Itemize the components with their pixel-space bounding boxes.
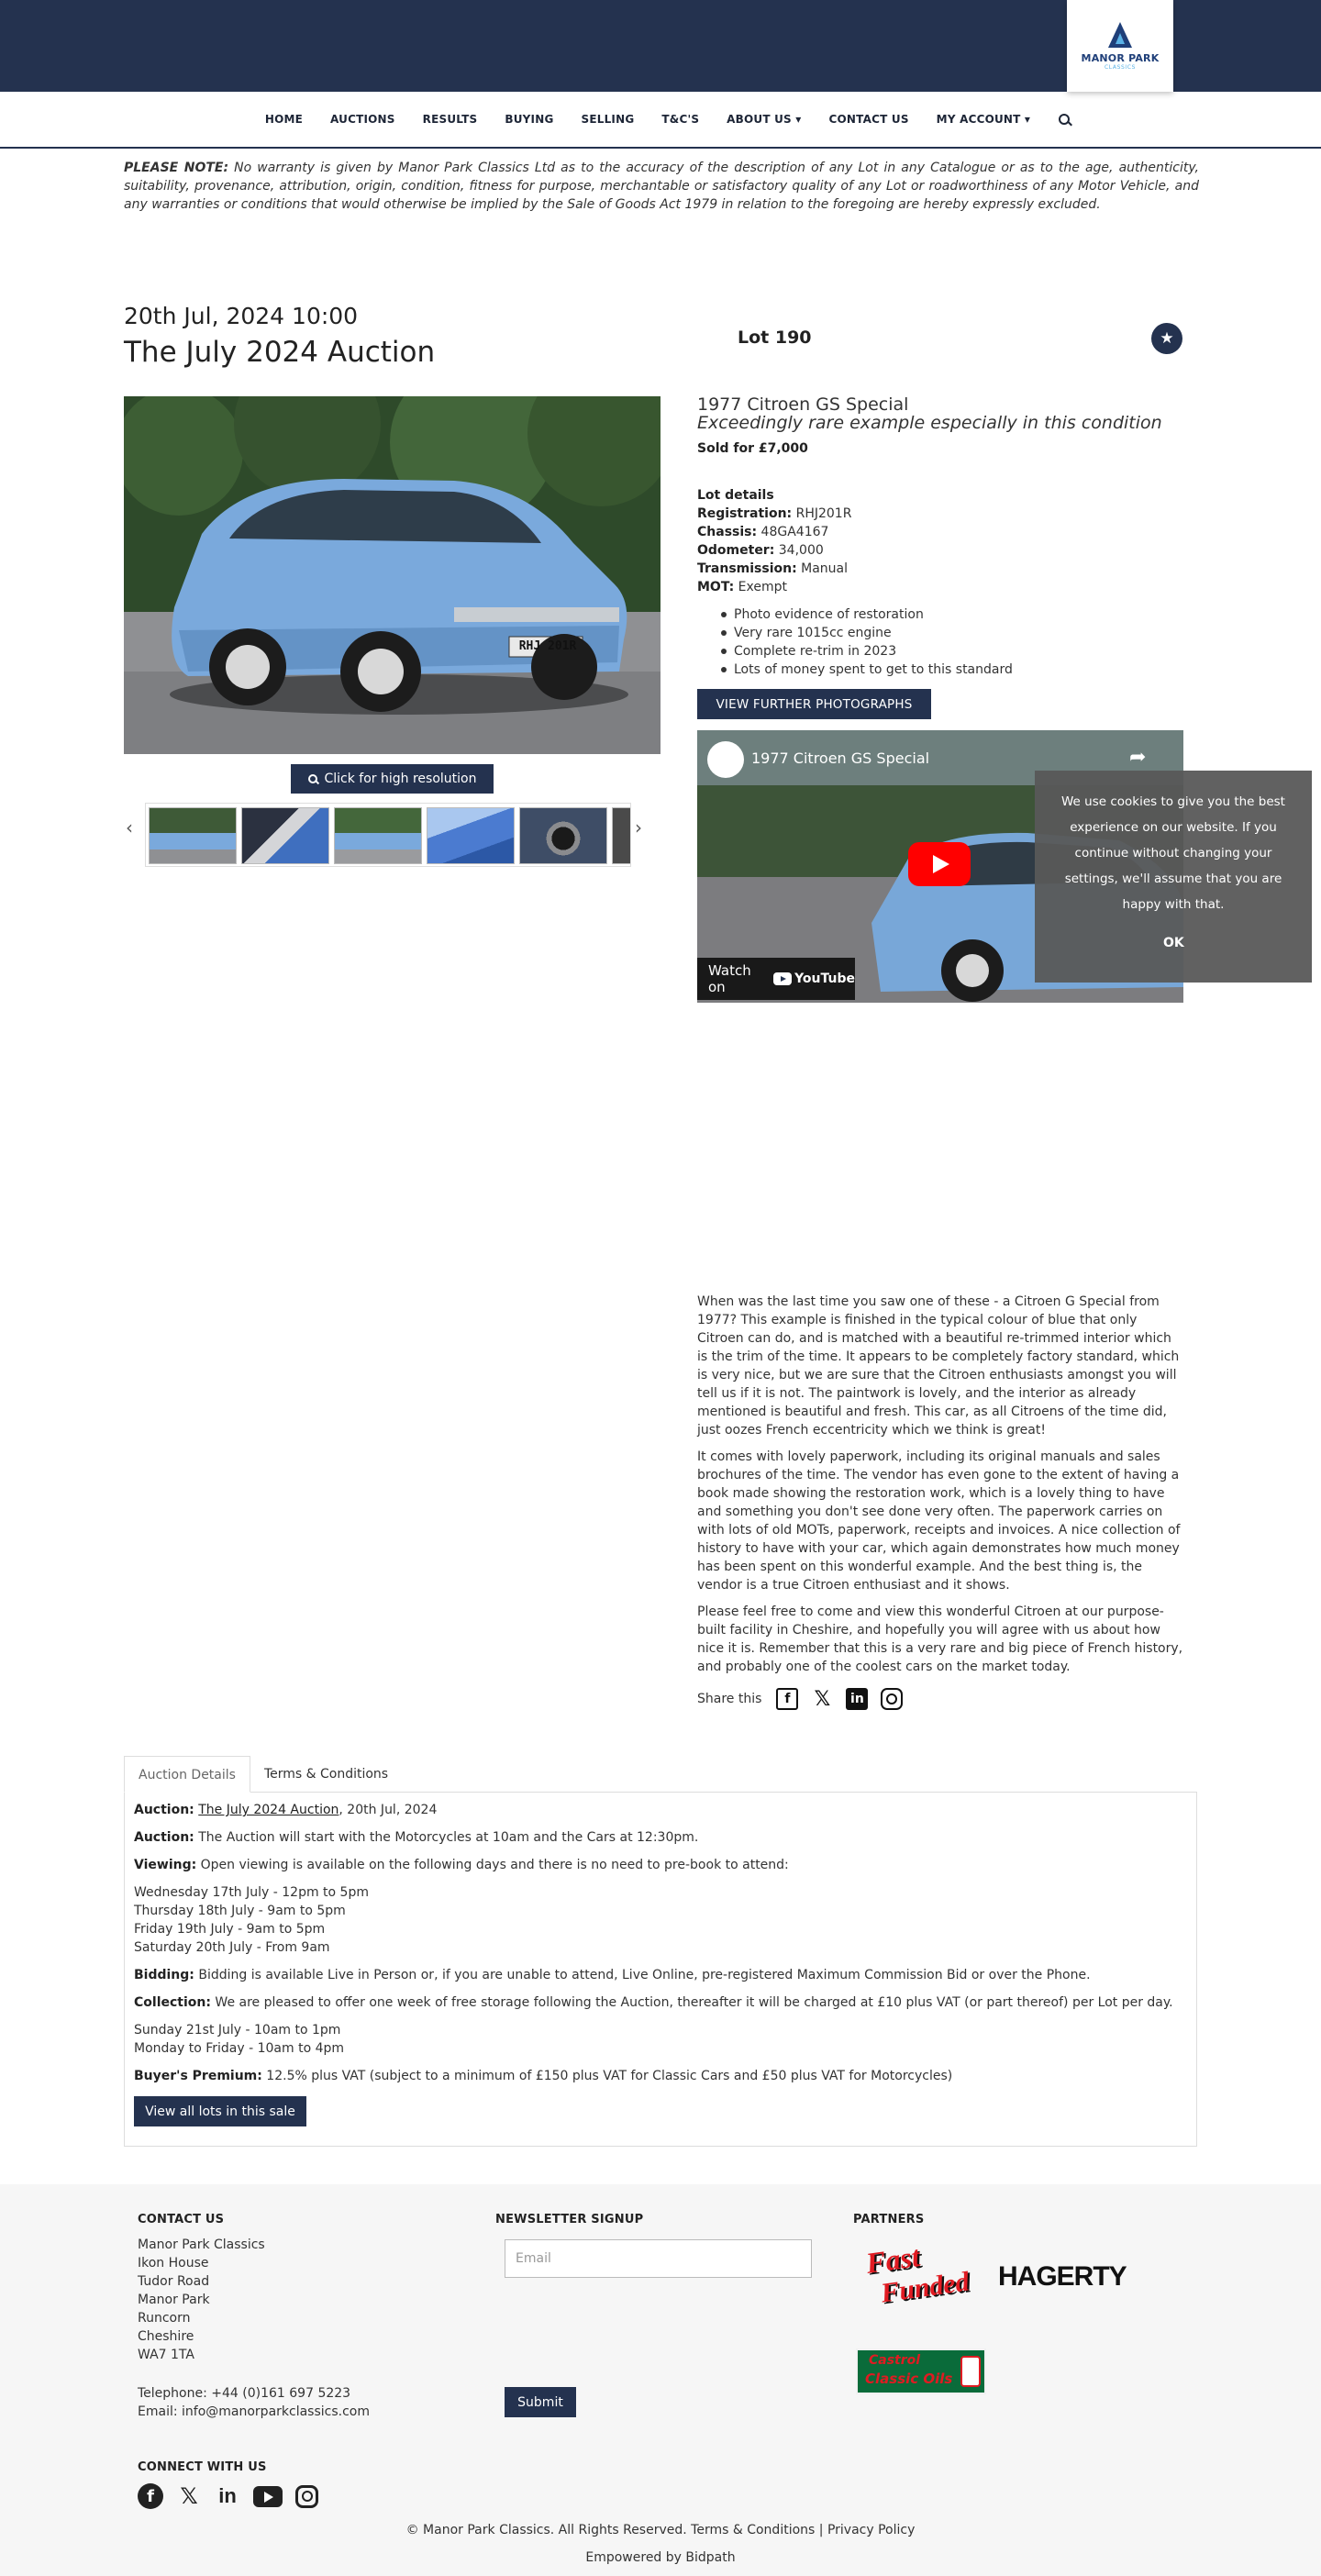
facebook-icon[interactable]: f	[138, 2483, 163, 2509]
footer-contact-heading: CONTACT US	[138, 2213, 225, 2226]
nav-terms[interactable]: T&C'S	[661, 113, 700, 126]
collection-days	[134, 2021, 1189, 2058]
thumbnail-2[interactable]	[241, 807, 329, 864]
number-plate: RHJ 201R	[518, 639, 577, 653]
youtube-icon[interactable]	[253, 2486, 283, 2507]
newsletter-submit-button[interactable]: Submit	[505, 2387, 576, 2417]
instagram-icon[interactable]	[295, 2485, 318, 2508]
detail-label: Odometer:	[697, 543, 775, 558]
auction-line	[134, 1801, 1189, 1819]
search-icon	[308, 774, 317, 783]
detail-label: MOT:	[697, 580, 735, 594]
auction-link[interactable]: The July 2024 Auction	[198, 1803, 339, 1817]
detail-value: Exempt	[734, 580, 787, 594]
cookie-banner	[1035, 771, 1312, 983]
watch-on-label: Watch on	[708, 962, 751, 995]
facebook-share-icon[interactable]: f	[776, 1688, 798, 1710]
watch-on-youtube-button[interactable]	[697, 958, 855, 1000]
feature-item: Photo evidence of restoration	[734, 605, 1013, 624]
field-label: Auction:	[134, 1803, 194, 1817]
notice-label: PLEASE NOTE:	[124, 161, 229, 175]
instagram-share-icon[interactable]	[881, 1688, 903, 1710]
cookie-ok-button[interactable]: OK	[1163, 936, 1184, 950]
linkedin-share-icon[interactable]: in	[846, 1688, 868, 1710]
fast-funded-logo[interactable]	[862, 2239, 983, 2313]
castrol-text: Castrol	[869, 2353, 921, 2368]
collection-day: Sunday 21st July - 10am to 1pm	[134, 2023, 341, 2037]
detail-mot	[697, 578, 851, 596]
search-icon[interactable]	[1059, 114, 1070, 125]
viewing-day: Wednesday 17th July - 12pm to 5pm	[134, 1885, 369, 1900]
viewing-line	[134, 1856, 1189, 1874]
footer-separator: |	[818, 2523, 824, 2537]
terms-link[interactable]: Terms & Conditions	[691, 2523, 816, 2537]
footer-social-links	[138, 2483, 318, 2509]
linkedin-icon[interactable]: in	[218, 2484, 237, 2507]
lot-description	[697, 1293, 1183, 1684]
footer-partners-heading: PARTNERS	[853, 2213, 925, 2226]
address-line: Manor Park	[138, 2293, 210, 2307]
x-share-icon[interactable]: 𝕏	[814, 1687, 831, 1711]
address-line: Cheshire	[138, 2329, 194, 2344]
thumbnail-4[interactable]	[427, 807, 515, 864]
lot-details-heading: Lot details	[697, 488, 774, 503]
play-button[interactable]	[908, 842, 971, 886]
field-label: Viewing:	[134, 1858, 197, 1872]
description-paragraph: It comes with lovely paperwork, including its original manuals and sales brochures of the time. The vendor has even gone to the extent of having a book made showing the restoration work, which is a lovely thing to have and something you don't see done very often. The paperwork carries on with lots of old MOTs, paperwork, receipts and invoices. A nice collection of history to have with your car, which again demonstrates how much money has been spent on this wonderful example. And the best thing is, the vendor is a true Citroen enthusiast and it shows.	[697, 1449, 1181, 1593]
high-resolution-label: Click for high resolution	[324, 772, 477, 786]
nav-contact-us[interactable]: CONTACT US	[828, 113, 909, 126]
address-line: Manor Park Classics	[138, 2237, 265, 2252]
auction-details-content	[134, 1801, 1189, 2094]
main-nav	[0, 92, 1321, 149]
detail-chassis	[697, 523, 851, 541]
hagerty-logo[interactable]: HAGERTY	[998, 2261, 1127, 2292]
thumbnail-next-arrow[interactable]: ›	[635, 816, 642, 838]
legal-notice	[124, 159, 1199, 214]
nav-my-account[interactable]: MY ACCOUNT ▾	[936, 113, 1031, 126]
address-line: Ikon House	[138, 2256, 209, 2271]
feature-item: Complete re-trim in 2023	[734, 642, 1013, 661]
lot-features-list	[734, 605, 1013, 679]
detail-label: Chassis:	[697, 525, 758, 539]
auction-start-line	[134, 1828, 1189, 1847]
nav-about-us[interactable]: ABOUT US ▾	[727, 113, 802, 126]
auction-title: The July 2024 Auction	[124, 336, 436, 369]
youtube-logo	[773, 972, 855, 986]
field-label: Auction:	[134, 1830, 194, 1845]
buyers-premium-line	[134, 2067, 1189, 2085]
viewing-day: Friday 19th July - 9am to 5pm	[134, 1922, 326, 1937]
field-label: Bidding:	[134, 1968, 194, 1982]
viewing-days	[134, 1883, 1189, 1957]
detail-label: Transmission:	[697, 561, 797, 576]
detail-value: 34,000	[774, 543, 824, 558]
footer-address	[138, 2236, 265, 2364]
detail-transmission	[697, 560, 851, 578]
field-value: The Auction will start with the Motorcycles at 10am and the Cars at 12:30pm.	[194, 1830, 699, 1845]
car-photo-illustration	[124, 396, 660, 754]
bidding-line	[134, 1966, 1189, 1984]
watch-lot-button[interactable]	[1151, 323, 1182, 354]
castrol-badge-icon	[960, 2356, 981, 2387]
feature-item: Very rare 1015cc engine	[734, 624, 1013, 642]
share-label: Share this	[697, 1692, 762, 1706]
youtube-play-icon	[773, 972, 792, 985]
footer-telephone[interactable]: Telephone: +44 (0)161 697 5223	[138, 2386, 351, 2401]
field-label: Buyer's Premium:	[134, 2069, 262, 2083]
castrol-classic-oils-text: Classic Oils	[865, 2371, 953, 2387]
footer-copyright	[0, 2523, 1321, 2537]
address-line: WA7 1TA	[138, 2348, 194, 2362]
channel-avatar[interactable]	[707, 741, 744, 778]
field-value: Bidding is available Live in Person or, if you are unable to attend, Live Online, pre-registered Maximum Commission Bid or over the Phone.	[194, 1968, 1091, 1982]
thumbnail-5[interactable]	[519, 807, 607, 864]
logo-text: MANOR PARK	[1081, 51, 1160, 64]
lot-main-photo[interactable]	[124, 396, 660, 754]
x-icon[interactable]: 𝕏	[180, 2483, 198, 2509]
logo-mark-icon	[1108, 22, 1132, 48]
detail-registration	[697, 505, 851, 523]
high-resolution-button[interactable]	[291, 764, 494, 794]
tab-auction-details[interactable]: Auction Details	[124, 1756, 250, 1793]
share-icon[interactable]: ➦	[1129, 746, 1147, 769]
auction-tabs	[124, 1756, 402, 1793]
share-bar	[697, 1688, 903, 1710]
description-paragraph: Please feel free to come and view this wonderful Citroen at our purpose-built facility in Cheshire, and hopefully you will agree with us about how nice it is. Remember that this is a very rare and big piece of French history, and probably one of the coolest cars on the market today.	[697, 1604, 1183, 1674]
logo-subtext: CLASSICS	[1105, 63, 1136, 71]
nav-buying[interactable]: BUYING	[505, 113, 554, 126]
collection-line	[134, 1993, 1189, 2012]
nav-results[interactable]: RESULTS	[422, 113, 478, 126]
address-line: Runcorn	[138, 2311, 191, 2326]
tab-terms-conditions[interactable]: Terms & Conditions	[263, 1767, 389, 1782]
field-value: We are pleased to offer one week of free storage following the Auction, thereafter it will be charged at £10 plus VAT (or part thereof) per Lot per day.	[210, 1995, 1173, 2010]
detail-odometer	[697, 541, 851, 560]
field-value: 12.5% plus VAT (subject to a minimum of £150 plus VAT for Classic Cars and £50 plus VAT for Motorcycles)	[261, 2069, 953, 2083]
cookie-text: We use cookies to give you the best experience on our website. If you continue without changing your settings, we'll assume that you are happy with that.	[1061, 794, 1285, 912]
privacy-link[interactable]: Privacy Policy	[827, 2523, 916, 2537]
nav-auctions[interactable]: AUCTIONS	[330, 113, 395, 126]
video-title[interactable]: 1977 Citroen GS Special	[751, 749, 930, 767]
fast-funded-line: Fast	[863, 2239, 922, 2280]
view-all-lots-button[interactable]: View all lots in this sale	[134, 2096, 306, 2126]
footer-newsletter-heading: NEWSLETTER SIGNUP	[495, 2213, 644, 2226]
field-value: Open viewing is available on the following days and there is no need to pre-book to attend:	[196, 1858, 789, 1872]
field-label: Collection:	[134, 1995, 211, 2010]
auction-date: 20th Jul, 2024 10:00	[124, 303, 359, 329]
thumbnail-1[interactable]	[149, 807, 237, 864]
lot-tagline: Exceedingly rare example especially in this condition	[697, 413, 1162, 433]
thumbnail-6[interactable]	[612, 807, 631, 864]
youtube-wordmark: YouTube	[794, 972, 855, 986]
collection-day: Monday to Friday - 10am to 4pm	[134, 2041, 345, 2056]
footer-contact-details	[138, 2384, 370, 2421]
thumbnail-prev-arrow[interactable]: ‹	[126, 816, 133, 838]
lot-title: 1977 Citroen GS Special	[697, 394, 909, 415]
description-paragraph: When was the last time you saw one of these - a Citroen G Special from 1977? This example is finished in the typical colour of blue that only Citroen can do, and is matched with a beautiful re-trimmed interior which is the trim of the time. It appears to be completely factory standard, which is very nice, but we are sure that the Citroen enthusiasts amongst you will tell us if it is not. The paintwork is lovely, and the interior as already mentioned is beautiful and fresh. This car, as all Citroens of the time did, just oozes French eccentricity which we think is great!	[697, 1294, 1180, 1438]
castrol-classic-oils-logo[interactable]	[856, 2348, 986, 2394]
view-further-photographs-button[interactable]: VIEW FURTHER PHOTOGRAPHS	[697, 689, 931, 719]
footer-email[interactable]: Email: info@manorparkclassics.com	[138, 2404, 370, 2419]
empowered-by[interactable]: Empowered by Bidpath	[585, 2550, 736, 2565]
notice-text: No warranty is given by Manor Park Classics Ltd as to the accuracy of the description of any Lot in any Catalogue or as to the age, authenticity, suitability, provenance, attribution, origin, condition, fitness for purpose, merchantable or satisfactory quality of any Lot or roadworthiness of any Motor Vehicle, and any warranties or conditions that would otherwise be implied by the Sale of Goods Act 1979 in relation to the foregoing are hereby expressly excluded.	[124, 161, 1199, 212]
lot-details	[697, 486, 851, 596]
copyright-text: © Manor Park Classics. All Rights Reserved.	[405, 2523, 687, 2537]
viewing-day: Thursday 18th July - 9am to 5pm	[134, 1904, 346, 1918]
footer-connect-heading: CONNECT WITH US	[138, 2460, 267, 2474]
sold-price: Sold for £7,000	[697, 441, 808, 456]
nav-selling[interactable]: SELLING	[581, 113, 635, 126]
lot-number: Lot 190	[738, 328, 812, 348]
detail-value: Manual	[796, 561, 849, 576]
site-logo[interactable]	[1067, 0, 1173, 92]
detail-label: Registration:	[697, 506, 793, 521]
fast-funded-line: Funded	[879, 2266, 971, 2309]
detail-value: RHJ201R	[792, 506, 852, 521]
address-line: Tudor Road	[138, 2274, 210, 2289]
field-value: , 20th Jul, 2024	[339, 1803, 438, 1817]
thumbnail-3[interactable]	[334, 807, 422, 864]
detail-value: 48GA4167	[757, 525, 829, 539]
nav-home[interactable]: HOME	[264, 113, 304, 126]
thumbnail-strip	[145, 803, 631, 867]
star-icon: ★	[1160, 329, 1174, 348]
viewing-day: Saturday 20th July - From 9am	[134, 1940, 330, 1955]
feature-item: Lots of money spent to get to this standard	[734, 662, 1013, 677]
newsletter-email-field[interactable]	[505, 2239, 812, 2278]
